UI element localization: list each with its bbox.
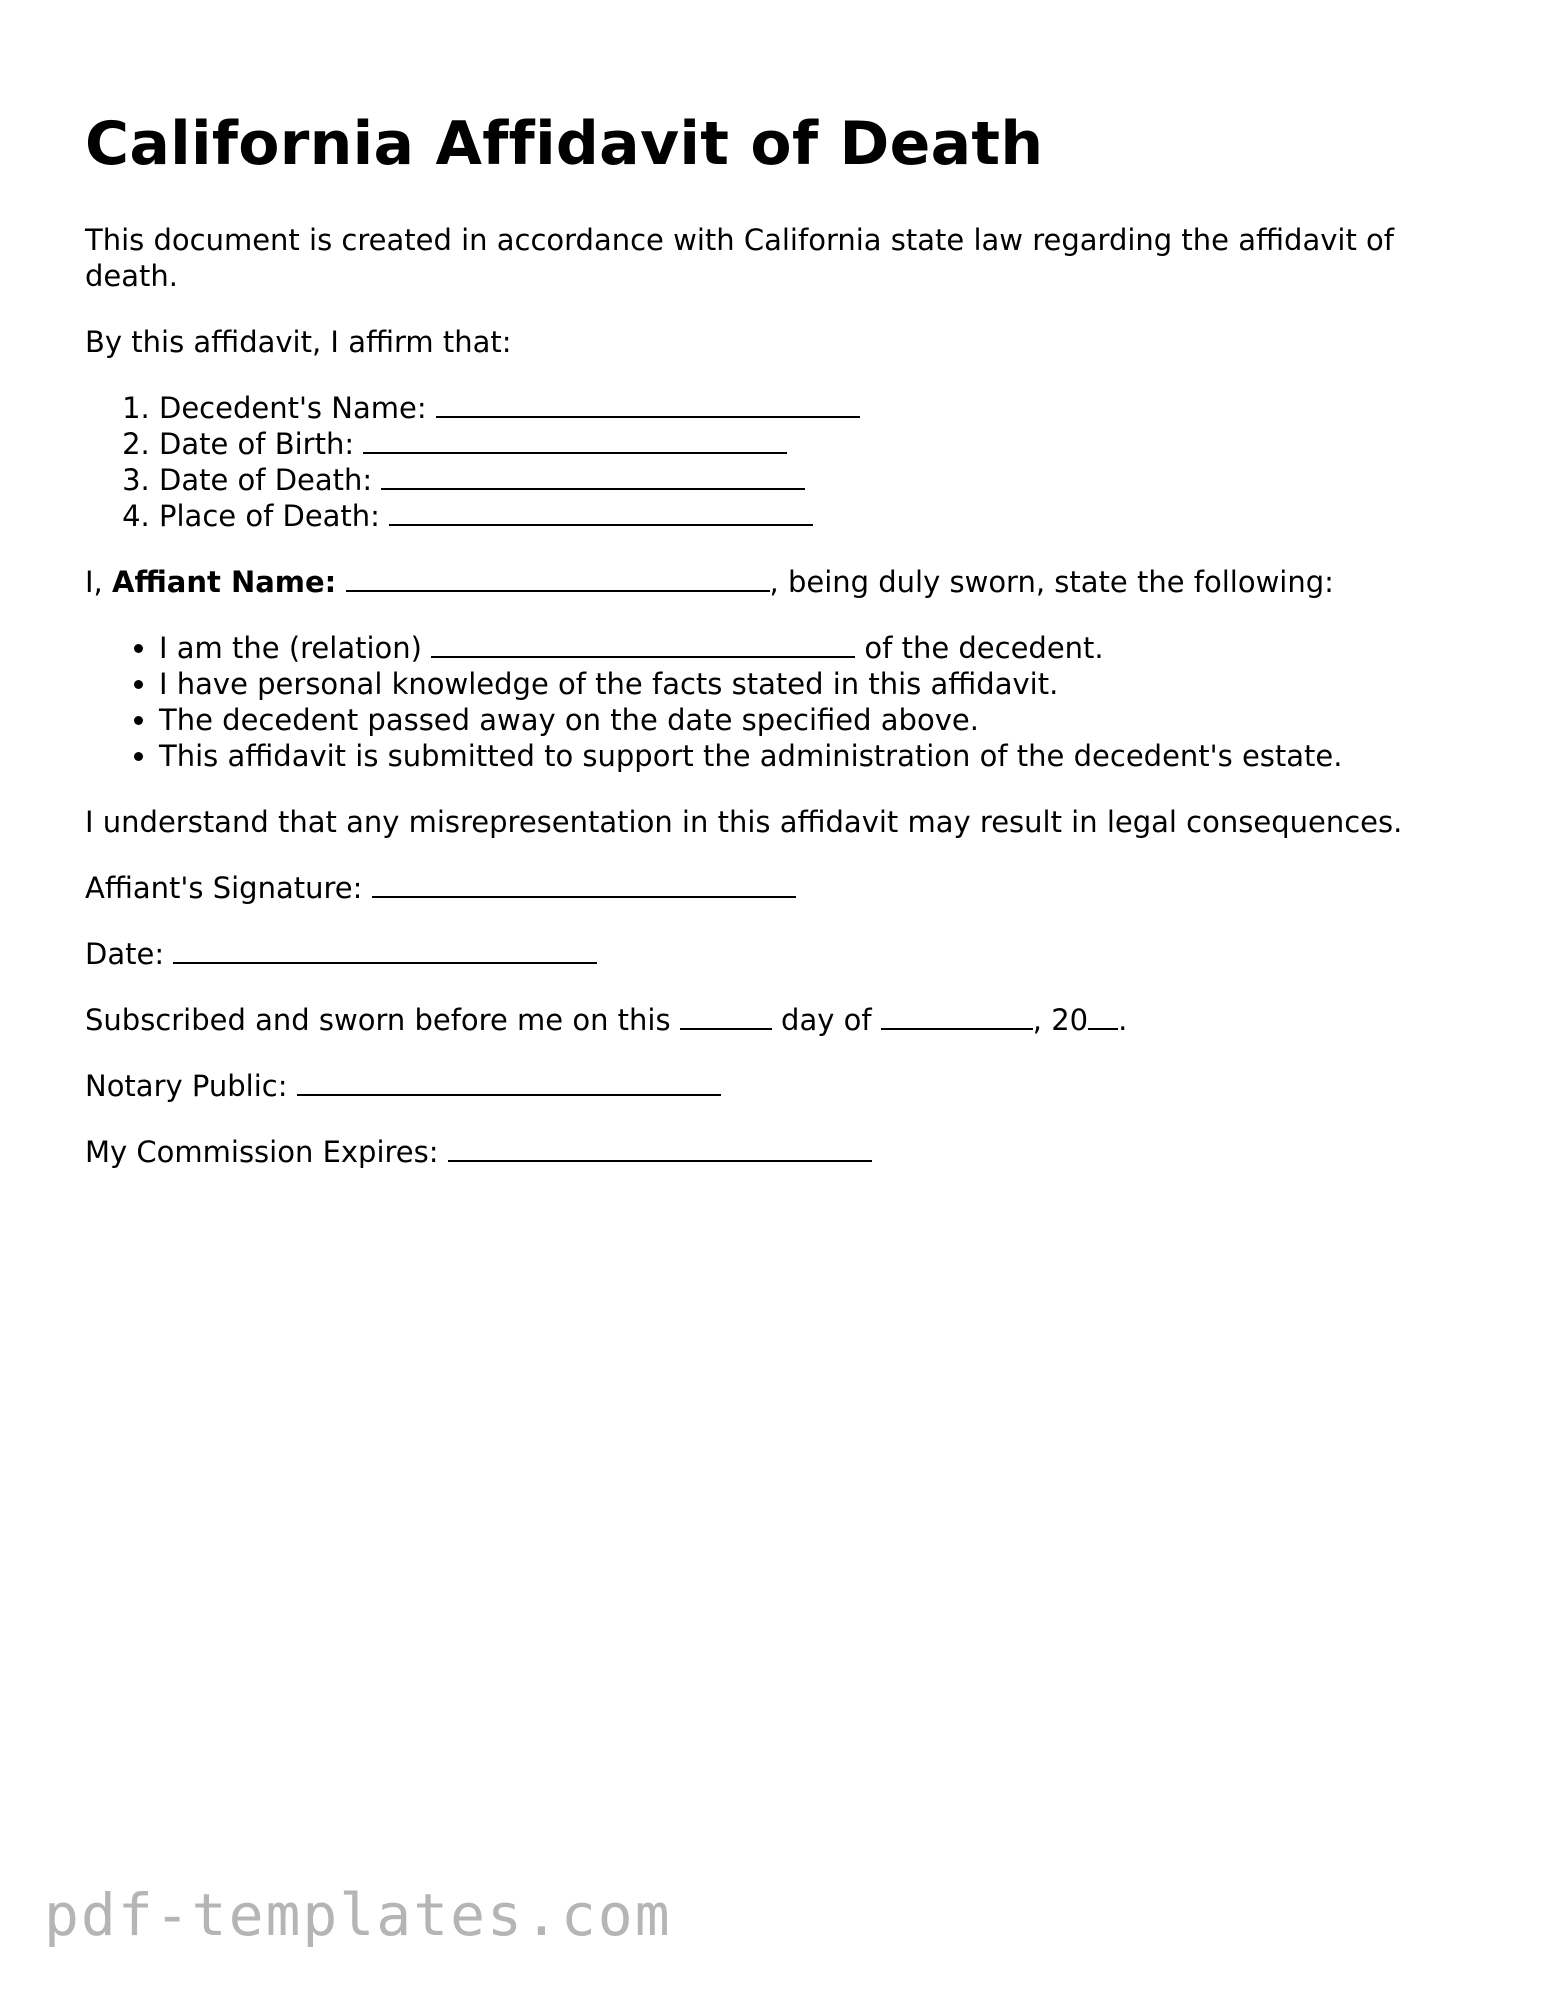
affiant-prefix: I, [85, 565, 103, 599]
signature-line [85, 870, 1465, 906]
affiant-statement [85, 564, 1465, 600]
decedent-name-label: Decedent's Name: [159, 391, 427, 425]
affiant-suffix: , being duly sworn, state the following: [769, 565, 1334, 599]
relation-field[interactable] [431, 630, 855, 658]
date-field[interactable] [173, 936, 597, 964]
date-of-death-label: Date of Death: [159, 463, 373, 497]
statement-item: • I have personal knowledge of the facts stated in this affidavit. [159, 666, 1465, 702]
watermark: pdf-templates.com [44, 1881, 672, 1949]
intro-paragraph: This document is created in accordance with California state law regarding the affidavit of death. [85, 223, 1394, 293]
commission-line [85, 1134, 1465, 1170]
date-of-death-field[interactable] [381, 462, 805, 490]
sworn-text-4: . [1118, 1003, 1128, 1037]
sworn-text-1: Subscribed and sworn before me on this [85, 1003, 671, 1037]
relation-prefix: I am the (relation) [159, 631, 422, 665]
sworn-text-2: day of [781, 1003, 872, 1037]
affirmation-list [85, 390, 1465, 534]
document-page [85, 104, 1465, 1200]
decedent-name-item [159, 390, 1465, 426]
affiant-name-field[interactable] [346, 564, 770, 592]
sworn-text-3: , 20 [1032, 1003, 1089, 1037]
place-of-death-label: Place of Death: [159, 499, 380, 533]
document-title: California Affidavit of Death [85, 109, 1044, 179]
sworn-year-field[interactable] [1088, 1002, 1118, 1030]
commission-label: My Commission Expires: [85, 1135, 439, 1169]
date-of-birth-item [159, 426, 1465, 462]
affiant-name-label: Affiant Name: [112, 565, 337, 599]
place-of-death-item [159, 498, 1465, 534]
statement-list [85, 630, 1465, 774]
date-of-death-item [159, 462, 1465, 498]
statement-item: • This affidavit is submitted to support the administration of the decedent's estate. [159, 738, 1465, 774]
signature-field[interactable] [372, 870, 796, 898]
relation-suffix: of the decedent. [864, 631, 1104, 665]
notary-label: Notary Public: [85, 1069, 288, 1103]
relation-item [159, 630, 1465, 666]
date-line [85, 936, 1465, 972]
commission-field[interactable] [448, 1134, 872, 1162]
date-of-birth-label: Date of Birth: [159, 427, 355, 461]
notary-line [85, 1068, 1465, 1104]
decedent-name-field[interactable] [436, 390, 860, 418]
statement-item: • The decedent passed away on the date specified above. [159, 702, 1465, 738]
signature-label: Affiant's Signature: [85, 871, 363, 905]
date-label: Date: [85, 937, 165, 971]
affirm-lead: By this affidavit, I affirm that: [85, 325, 512, 359]
sworn-day-field[interactable] [680, 1002, 772, 1030]
sworn-line [85, 1002, 1465, 1038]
sworn-month-field[interactable] [881, 1002, 1033, 1030]
notary-field[interactable] [297, 1068, 721, 1096]
date-of-birth-field[interactable] [363, 426, 787, 454]
place-of-death-field[interactable] [389, 498, 813, 526]
warning-paragraph: I understand that any misrepresentation in this affidavit may result in legal consequences. [85, 805, 1403, 839]
